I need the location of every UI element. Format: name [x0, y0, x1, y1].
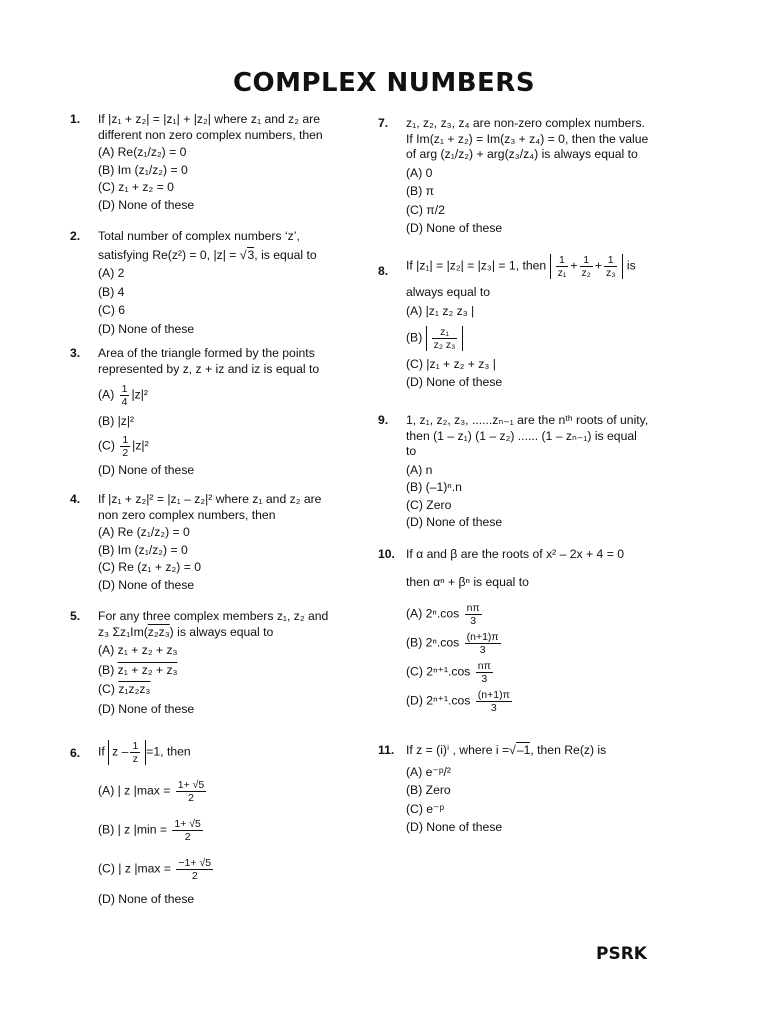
question-9	[378, 413, 678, 531]
fraction: $\frac{1+ √5}{2}$	[174, 818, 201, 843]
question-text: then (1 – z₁) (1 – z₂) ...... (1 – zₙ₋₁) is equal	[406, 428, 637, 443]
option-a: (A) 0	[406, 165, 433, 180]
question-text: If |z₁ + z₂|² = |z₁ – z₂|² where z₁ and z₂ are	[98, 492, 322, 506]
question-text: If Im(z₁ + z₂) = Im(z₃ + z₄) = 0, then the value	[406, 131, 649, 146]
question-number: 5.	[70, 609, 81, 623]
question-text: Area of the triangle formed by the points	[98, 346, 315, 360]
question-number: 4.	[70, 492, 81, 506]
question-text: Total number of complex numbers ‘z’,	[98, 229, 300, 243]
question-4	[70, 492, 360, 593]
question-text: satisfying Re(z²) = 0, |z| = √3, is equal to	[98, 247, 317, 262]
absolute-value: $\frac{1}{\text{z₁}}$ + $\frac{1}{\text{z₂}}$ + $\frac{1}{\text{z₃}}$	[550, 254, 624, 279]
option-b: (B) 4	[98, 284, 125, 299]
fraction: $\frac{1+ √5}{2}$	[177, 779, 205, 804]
page-title: COMPLEX NUMBERS	[232, 68, 536, 98]
question-number: 6.	[70, 746, 81, 760]
question-text: 1, z₁, z₂, z₃, ......zₙ₋₁ are the nᵗʰ roots of unity,	[406, 413, 649, 427]
option-c: (C) 6	[98, 303, 126, 317]
question-text: different non zero complex numbers, then	[98, 127, 323, 142]
option-b: (B) z₁ + z₂ + z₃	[98, 662, 178, 677]
option-b: (B) π	[406, 184, 435, 198]
question-number: 2.	[70, 229, 81, 243]
option-c: (C) Re (z₁ + z₂) = 0	[98, 560, 201, 574]
question-text: If z = (i)ⁱ , where i =√–1, then Re(z) is	[406, 743, 607, 757]
option-b: (B) Im (z₁/z₂) = 0	[98, 162, 188, 177]
fraction: $\frac{-1+ √5}{2}$	[178, 857, 212, 882]
option-b: (B) |z|²	[98, 414, 135, 428]
fraction: $\frac{(n+1)\pi}{3}$	[466, 631, 499, 656]
absolute-value: z – $\frac{1}{z}$	[108, 740, 146, 765]
fraction: $\frac{n\pi}{3}$	[466, 602, 480, 627]
option-c: (C) e⁻ᵖ	[406, 801, 445, 816]
question-text: always equal to	[406, 285, 491, 299]
question-text: of arg (z₁/z₂) + arg(z₃/z₄) is always equal to	[406, 147, 638, 161]
option-d: (D) None of these	[98, 462, 195, 477]
option-a: (A) Re (z₁/z₂) = 0	[98, 525, 190, 539]
question-text: For any three complex members z₁, z₂ and	[98, 609, 329, 623]
option-d: (D) None of these	[98, 892, 195, 906]
option-c: (C) Zero	[406, 497, 452, 512]
fraction: $\frac{n\pi}{3}$	[477, 660, 491, 685]
option-b: (B) Zero	[406, 783, 451, 797]
option-a: (A) 2	[98, 266, 125, 280]
question-5	[70, 609, 360, 717]
option-c: (C) π/2	[406, 202, 445, 217]
question-10	[378, 547, 678, 714]
fraction: $\frac{1}{4}$	[121, 383, 128, 408]
option-d: (D) None of these	[406, 820, 503, 834]
question-number: 9.	[378, 413, 389, 427]
option-d: (D) None of these	[98, 577, 195, 592]
option-b: (B) 2ⁿ.cos $\frac{(n+1)\pi}{3}$	[406, 631, 499, 656]
option-d: (D) None of these	[406, 374, 503, 389]
question-number: 3.	[70, 346, 81, 360]
question-3	[70, 346, 360, 478]
question-text: non zero complex numbers, then	[98, 507, 276, 522]
sqrt-symbol: √	[509, 743, 516, 757]
question-7	[378, 116, 678, 237]
option-a: (A) n	[406, 462, 433, 477]
option-b: (B) Im (z₁/z₂) = 0	[98, 542, 188, 557]
question-text: represented by z, z + iz and iz is equal to	[98, 361, 320, 376]
question-number: 11.	[378, 743, 395, 757]
question-text: If |z₁| = |z₂| = |z₃| = 1, then $\frac{1}{\text{z₁}}$ + $\frac{1}{\text{z₂}}$ + $\frac{1}{\text{z₃}}$ is	[406, 254, 636, 279]
option-c: (C) $\frac{1}{2}$ |z|²	[98, 433, 149, 459]
option-d: (D) None of these	[98, 197, 195, 212]
question-text: If z – $\frac{1}{z}$ =1, then	[98, 740, 191, 765]
option-d: (D) None of these	[98, 701, 195, 716]
option-a: (A) e⁻ᵖ/²	[406, 764, 451, 779]
option-a: (A) 2ⁿ.cos $\frac{n\pi}{3}$	[406, 602, 480, 627]
sqrt-symbol: √	[239, 247, 247, 262]
question-text: z₁, z₂, z₃, z₄ are non-zero complex numbers.	[406, 116, 645, 130]
option-a: (A) z₁ + z₂ + z₃	[98, 643, 178, 657]
option-c: (C) 2ⁿ⁺¹.cos $\frac{n\pi}{3}$	[406, 660, 491, 685]
option-b: (B) $\frac{\text{z₁}}{\text{z₂ z₃}}$	[406, 326, 678, 351]
option-c: (C) z₁z₂z₃	[98, 682, 151, 696]
option-c: (C) |z₁ + z₂ + z₃ |	[406, 357, 496, 371]
question-number: 7.	[378, 116, 389, 130]
question-1	[70, 112, 360, 213]
option-b: (B) (–1)ⁿ.n	[406, 480, 462, 494]
option-c: (C) z₁ + z₂ = 0	[98, 180, 174, 194]
absolute-value: $\frac{\text{z₁}}{\text{z₂ z₃}}$	[426, 326, 464, 351]
question-text: If |z₁ + z₂| = |z₁| + |z₂| where z₁ and z₂ are	[98, 112, 320, 126]
fraction: $\frac{1}{2}$	[122, 433, 129, 459]
question-11	[378, 743, 678, 836]
question-text: then αⁿ + βⁿ is equal to	[406, 574, 529, 589]
option-a: (A) $\frac{1}{4}$ |z|²	[98, 383, 148, 408]
question-number: 10.	[378, 547, 395, 561]
option-b: (B) | z |min = $\frac{1+ √5}{2}$	[98, 818, 201, 843]
question-number: 1.	[70, 112, 81, 126]
option-d: (D) None of these	[98, 321, 195, 336]
option-a: (A) |z₁ z₂ z₃ |	[406, 303, 475, 318]
option-a: (A) | z |max = $\frac{1+ √5}{2}$	[98, 779, 205, 804]
fraction: $\frac{(n+1)\pi}{3}$	[477, 689, 510, 714]
question-2	[70, 229, 360, 337]
option-d: (D) None of these	[406, 515, 503, 529]
question-6	[70, 740, 360, 908]
question-text: to	[406, 444, 417, 458]
option-d: (D) None of these	[406, 221, 503, 235]
question-8	[378, 254, 678, 390]
question-number: 8.	[378, 264, 389, 278]
option-c: (C) | z |max = $\frac{-1+ √5}{2}$	[98, 857, 212, 882]
question-text: z₃ Σz₁Im(z₂z₃) is always equal to	[98, 624, 274, 639]
footer-brand: PSRK	[596, 944, 647, 964]
question-text: If α and β are the roots of x² – 2x + 4 = 0	[406, 547, 624, 561]
option-d: (D) 2ⁿ⁺¹.cos $\frac{(n+1)\pi}{3}$	[406, 689, 510, 714]
option-a: (A) Re(z₁/z₂) = 0	[98, 145, 187, 159]
